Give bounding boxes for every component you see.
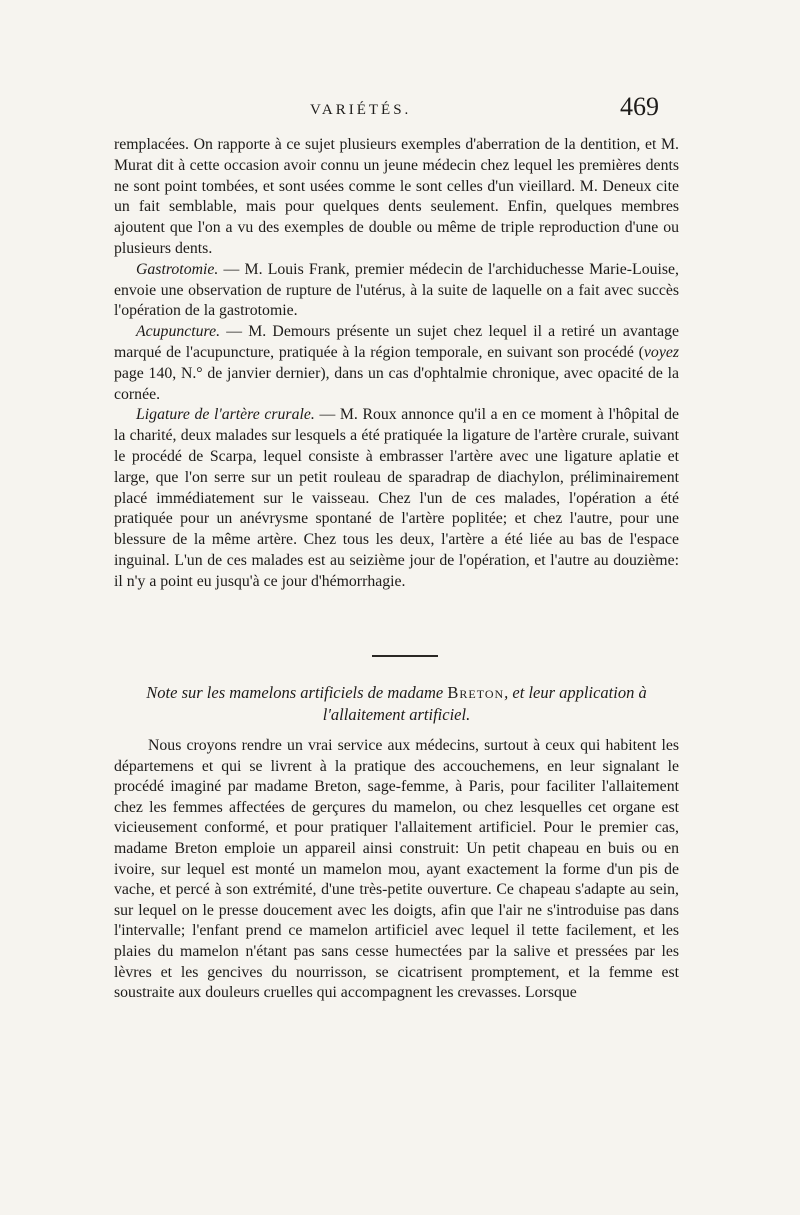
section-heading-gastrotomie: Gastrotomie. <box>136 260 219 278</box>
note-title <box>114 682 679 726</box>
paragraph-acupuncture <box>114 322 679 405</box>
paragraph-ligature <box>114 405 679 592</box>
running-head <box>0 92 800 132</box>
section-heading-acupuncture: Acupuncture. <box>136 323 221 341</box>
note-title-part-b: , et leur application à l'allaitement artificiel. <box>322 683 647 724</box>
paragraph-acupuncture-text-b: page 140, N.° de janvier dernier), dans un cas d'ophtalmie chronique, avec opacité de la cornée. <box>114 364 679 403</box>
note-body: Nous croyons rendre un vrai service aux médecins, surtout à ceux qui habitent les départemens et qui se livrent à la pratique des accouchemens, en leur signalant le procédé imaginé par madame Breton, sage-femme, à Paris, pour faciliter l'allaitement chez les femmes affectées de gerçures du mamelon, ou chez lesquelles cet organe est vicieusement conformé, et pour pratiquer l'allaitement artificiel. Pour le premier cas, madame Breton emploie un appareil ainsi construit: Un petit chapeau en buis ou en ivoire, sur lequel est monté un mamelon mou, ayant exactement la forme d'un pis de vache, et percé à son extrémité, d'une très-petite ouverture. Ce chapeau s'adapte au sein, sur lequel on le presse doucement avec les doigts, afin que l'air ne s'introduise pas dans l'intervalle; l'enfant prend ce mamelon artificiel avec lequel il tette facilement, et les plaies du mamelon n'étant pas sans cesse humectées par la salive et pressées par les lèvres et les gencives du nourrisson, se cicatrisent promptement, et la femme est soustraite aux douleurs cruelles qui accompagnent les crevasses. Lorsque <box>114 737 679 1002</box>
paragraph-dentition <box>114 135 679 260</box>
section-divider <box>372 655 438 657</box>
main-text <box>114 135 679 593</box>
page-number: 469 <box>620 92 659 121</box>
paragraph-acupuncture-text-a: — M. Demours présente un sujet chez lequel il a retiré un avantage marqué de l'acupuncture, pratiquée à la région temporale, en suivant son procédé ( <box>114 323 679 361</box>
section-heading-ligature: Ligature de l'artère crurale. <box>136 406 315 424</box>
paragraph-acupuncture-voyez: voyez <box>643 343 679 361</box>
paragraph-gastrotomie <box>114 260 679 322</box>
paragraph-gastrotomie-text: — M. Louis Frank, premier médecin de l'archiduchesse Marie-Louise, envoie une observation de rupture de l'utérus, à la suite de laquelle on a fait avec succès l'opération de la gastrotomie. <box>114 260 679 320</box>
note-title-part-a: Note sur les mamelons artificiels de madame <box>146 683 444 702</box>
paragraph-ligature-text: — M. Roux annonce qu'il a en ce moment à l'hôpital de la charité, deux malades sur lesquels a été pratiquée la ligature de l'artère crurale, suivant le procédé de Scarpa, lequel consiste à embrasser l'artère avec une ligature aplatie et large, que l'on serre sur un petit rouleau de sparadrap de diachylon, préliminairement placé immédiatement sur le vaisseau. Chez l'un de ces malades, l'opération a été pratiquée pour un anévrysme spontané de l'artère poplitée; et chez l'autre, pour une blessure de la même artère. Chez tous les deux, l'artère a été liée au bas de l'espace inguinal. L'un de ces malades est au seizième jour de l'opération, et l'autre au douzième: il n'y a point eu jusqu'à ce jour d'hémorrhagie. <box>114 406 679 590</box>
running-title: VARIÉTÉS. <box>310 102 412 118</box>
note-title-name: Breton <box>447 683 505 702</box>
paragraph-dentition-text: remplacées. On rapporte à ce sujet plusieurs exemples d'aberration de la dentition, et M. Murat dit à cette occasion avoir connu un jeune médecin chez lequel les premières dents ne sont point tombées, et sont usées comme le sont celles d'un vieillard. M. Deneux cite un fait semblable, mais pour quelques dents seulement. Enfin, quelques membres ajoutent que l'on a vu des exemples de double ou même de triple reproduction d'une ou plusieurs dents. <box>114 136 679 257</box>
